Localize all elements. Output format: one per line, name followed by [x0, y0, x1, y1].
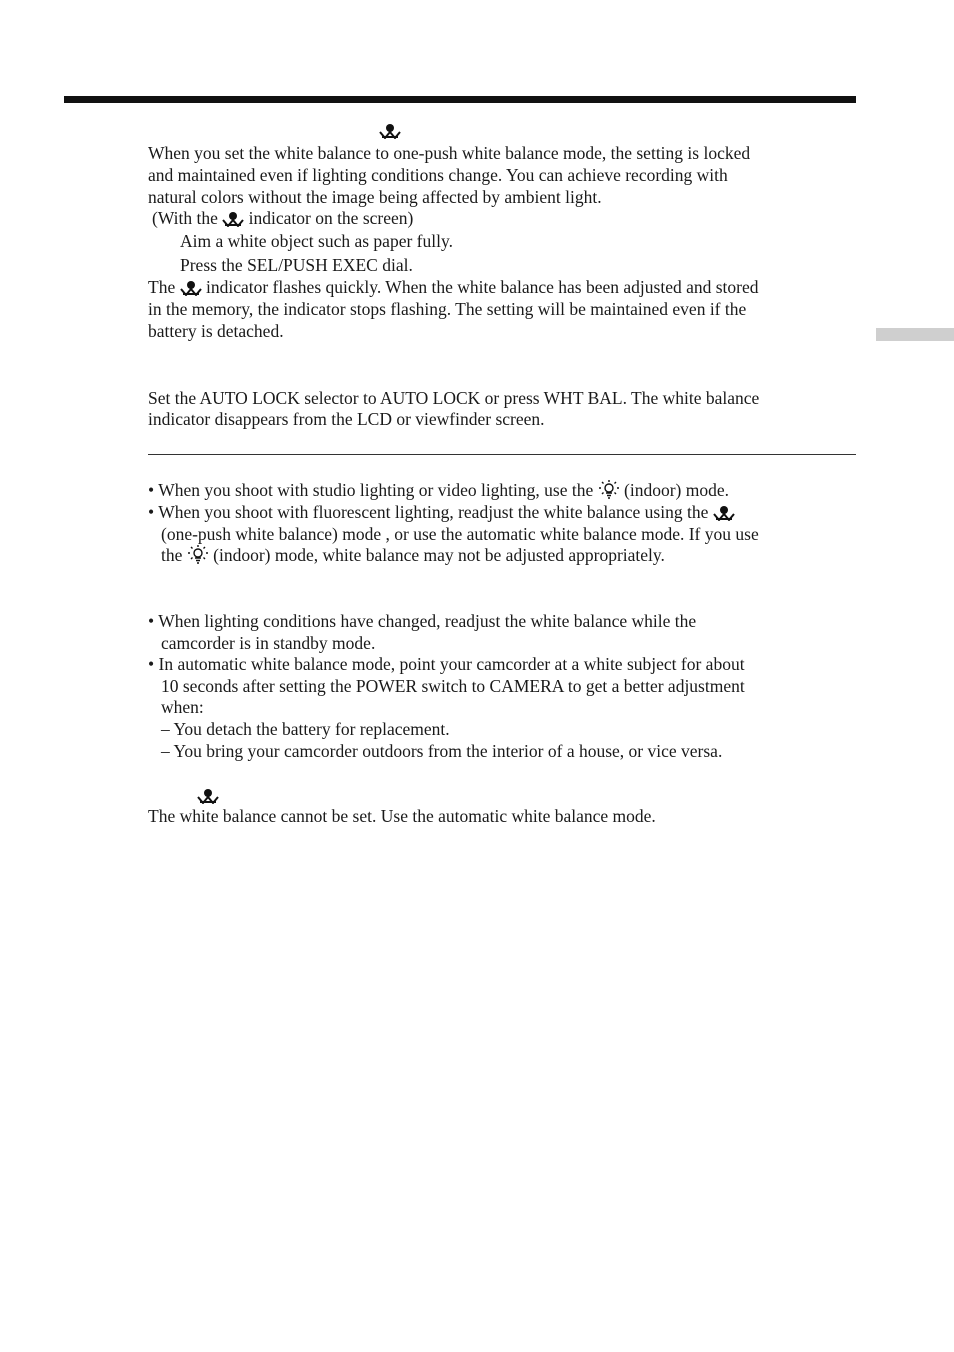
bullet: • — [148, 611, 155, 631]
text-fragment: indicator flashes quickly. When the white balance has been adjusted and stored — [205, 277, 759, 297]
text-fragment: (indoor) mode. — [624, 480, 729, 500]
note-subitem: – You bring your camcorder outdoors from the interior of a house, or vice versa. — [161, 741, 723, 761]
one-push-white-balance-icon — [222, 208, 244, 228]
section-divider — [148, 454, 856, 455]
body-text: and maintained even if lighting conditions change. You can achieve recording with — [148, 165, 728, 185]
body-text: indicator disappears from the LCD or viewfinder screen. — [148, 409, 545, 429]
one-push-white-balance-icon — [180, 277, 202, 297]
one-push-white-balance-icon — [379, 120, 401, 141]
note-text: when: — [161, 697, 204, 717]
text-fragment: In automatic white balance mode, point your camcorder at a white subject for about — [158, 654, 745, 674]
text-fragment: (With the — [152, 208, 218, 228]
body-text: When you set the white balance to one-push white balance mode, the setting is locked — [148, 143, 751, 163]
body-text: natural colors without the image being affected by ambient light. — [148, 187, 602, 207]
note-text: 10 seconds after setting the POWER switch to CAMERA to get a better adjustment — [161, 676, 745, 696]
note-text: (one-push white balance) mode , or use the automatic white balance mode. If you use — [161, 524, 759, 544]
note-item — [148, 479, 729, 501]
body-text — [152, 207, 413, 229]
bullet: • — [148, 654, 155, 674]
note-item — [148, 501, 735, 523]
text-fragment: When you shoot with fluorescent lighting, readjust the white balance using the — [158, 502, 709, 522]
text-fragment: (indoor) mode, white balance may not be adjusted appropriately. — [213, 545, 665, 565]
text-fragment: indicator on the screen) — [248, 208, 414, 228]
body-text: battery is detached. — [148, 321, 284, 341]
top-rule — [64, 96, 856, 103]
body-text: The white balance cannot be set. Use the automatic white balance mode. — [148, 806, 656, 826]
step-1: Aim a white object such as paper fully. — [180, 231, 453, 251]
text-fragment: the — [161, 545, 183, 565]
note-subitem: – You detach the battery for replacement. — [161, 719, 450, 739]
one-push-white-balance-icon — [713, 502, 735, 522]
bullet: • — [148, 480, 155, 500]
text-fragment: When lighting conditions have changed, readjust the white balance while the — [158, 611, 697, 631]
indoor-bulb-icon — [598, 480, 620, 500]
body-text — [148, 276, 759, 298]
text-fragment: The — [148, 277, 176, 297]
text-fragment: When you shoot with studio lighting or video lighting, use the — [158, 480, 594, 500]
bullet: • — [148, 502, 155, 522]
note-text: camcorder is in standby mode. — [161, 633, 376, 653]
note-item — [148, 610, 696, 632]
note-item — [148, 653, 745, 675]
body-text: Set the AUTO LOCK selector to AUTO LOCK or press WHT BAL. The white balance — [148, 388, 760, 408]
one-push-white-balance-icon — [197, 785, 219, 806]
step-2: Press the SEL/PUSH EXEC dial. — [180, 255, 413, 275]
indoor-bulb-icon — [187, 545, 209, 565]
note-text — [161, 544, 665, 566]
section-tab — [876, 328, 954, 341]
body-text: in the memory, the indicator stops flashing. The setting will be maintained even if the — [148, 299, 747, 319]
